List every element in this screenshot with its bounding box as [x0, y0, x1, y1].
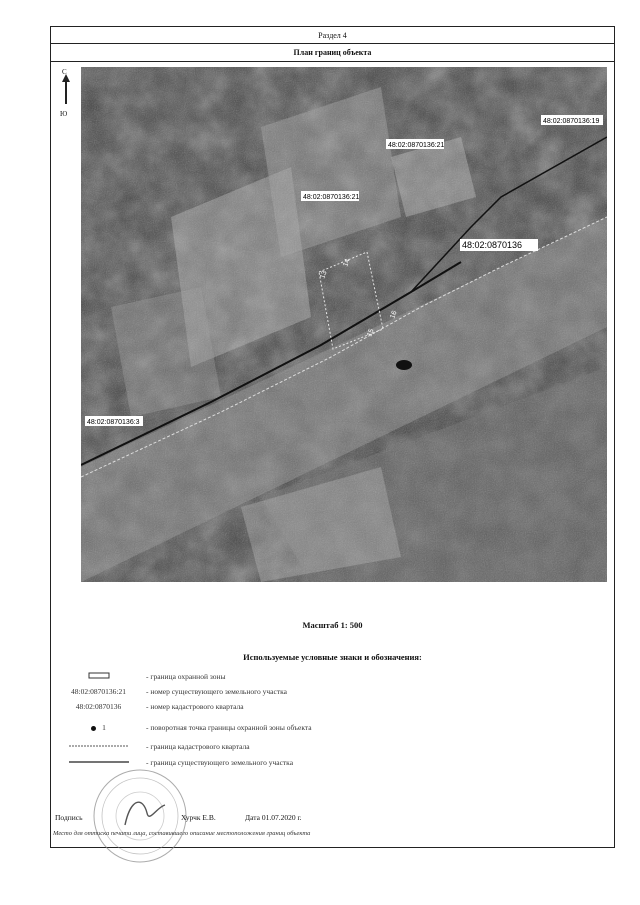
legend-symbol — [51, 742, 146, 752]
signature-date: Дата 01.07.2020 г. — [245, 813, 302, 822]
stamp-seal-icon — [91, 767, 189, 865]
point-marker-label: 1 — [102, 723, 106, 732]
point-label: 14 — [342, 257, 352, 268]
point-label: 15 — [366, 327, 376, 338]
legend-item — [51, 687, 571, 699]
legend-text: - номер существующего земельного участка — [146, 687, 287, 696]
legend-title: Используемые условные знаки и обозначения: — [243, 652, 422, 662]
page-title: План границ объекта — [51, 44, 614, 62]
aerial-map — [81, 67, 607, 582]
point-label: 13 — [319, 269, 329, 280]
legend-text: - граница охранной зоны — [146, 672, 226, 681]
legend-symbol — [51, 672, 146, 682]
map-label: 48:02:0870136:21 — [388, 142, 445, 149]
legend-symbol: 48:02:0870136:21 — [70, 687, 126, 696]
point-label: 16 — [389, 309, 399, 320]
legend-item — [51, 742, 571, 754]
quarter-line-icon — [69, 742, 129, 750]
legend-symbol: 48:02:0870136 — [75, 702, 122, 711]
legend-item — [51, 702, 571, 714]
legend-text: - граница существующего земельного участка — [146, 758, 294, 767]
legend-item — [51, 723, 571, 735]
map-scale: Масштаб 1: 500 — [302, 620, 363, 630]
map-label: 48:02:0870136 — [462, 240, 523, 250]
document-frame — [50, 26, 615, 848]
point-marker-icon — [91, 726, 96, 731]
map-label: 48:02:0870136:21 — [303, 194, 360, 201]
legend-text: - граница кадастрового квартала — [146, 742, 250, 751]
map-label: 48:02:0870136:3 — [87, 419, 140, 426]
map-dark-spot — [396, 360, 412, 370]
map-label: 48:02:0870136:19 — [543, 118, 600, 125]
south-label: Ю — [60, 110, 68, 118]
legend-text: - поворотная точка границы охранной зоны объекта — [146, 723, 312, 732]
handwritten-signature — [125, 802, 165, 825]
map-grain — [81, 67, 607, 582]
stamp-place-note: Место для оттиска печати лица, составившего описание местоположения границ объекта — [53, 830, 311, 837]
signer-name: Хурчк Е.В. — [181, 813, 216, 822]
compass — [60, 68, 72, 142]
legend-item — [51, 672, 571, 684]
compass-shaft — [65, 78, 67, 104]
legend-text: - номер кадастрового квартала — [146, 702, 244, 711]
section-header: Раздел 4 — [51, 27, 614, 44]
legend-symbol — [51, 723, 146, 732]
signature-label: Подпись — [55, 813, 83, 822]
north-label: С — [62, 68, 67, 76]
parcel-line-icon — [69, 758, 129, 766]
zone-border-icon — [88, 672, 110, 680]
